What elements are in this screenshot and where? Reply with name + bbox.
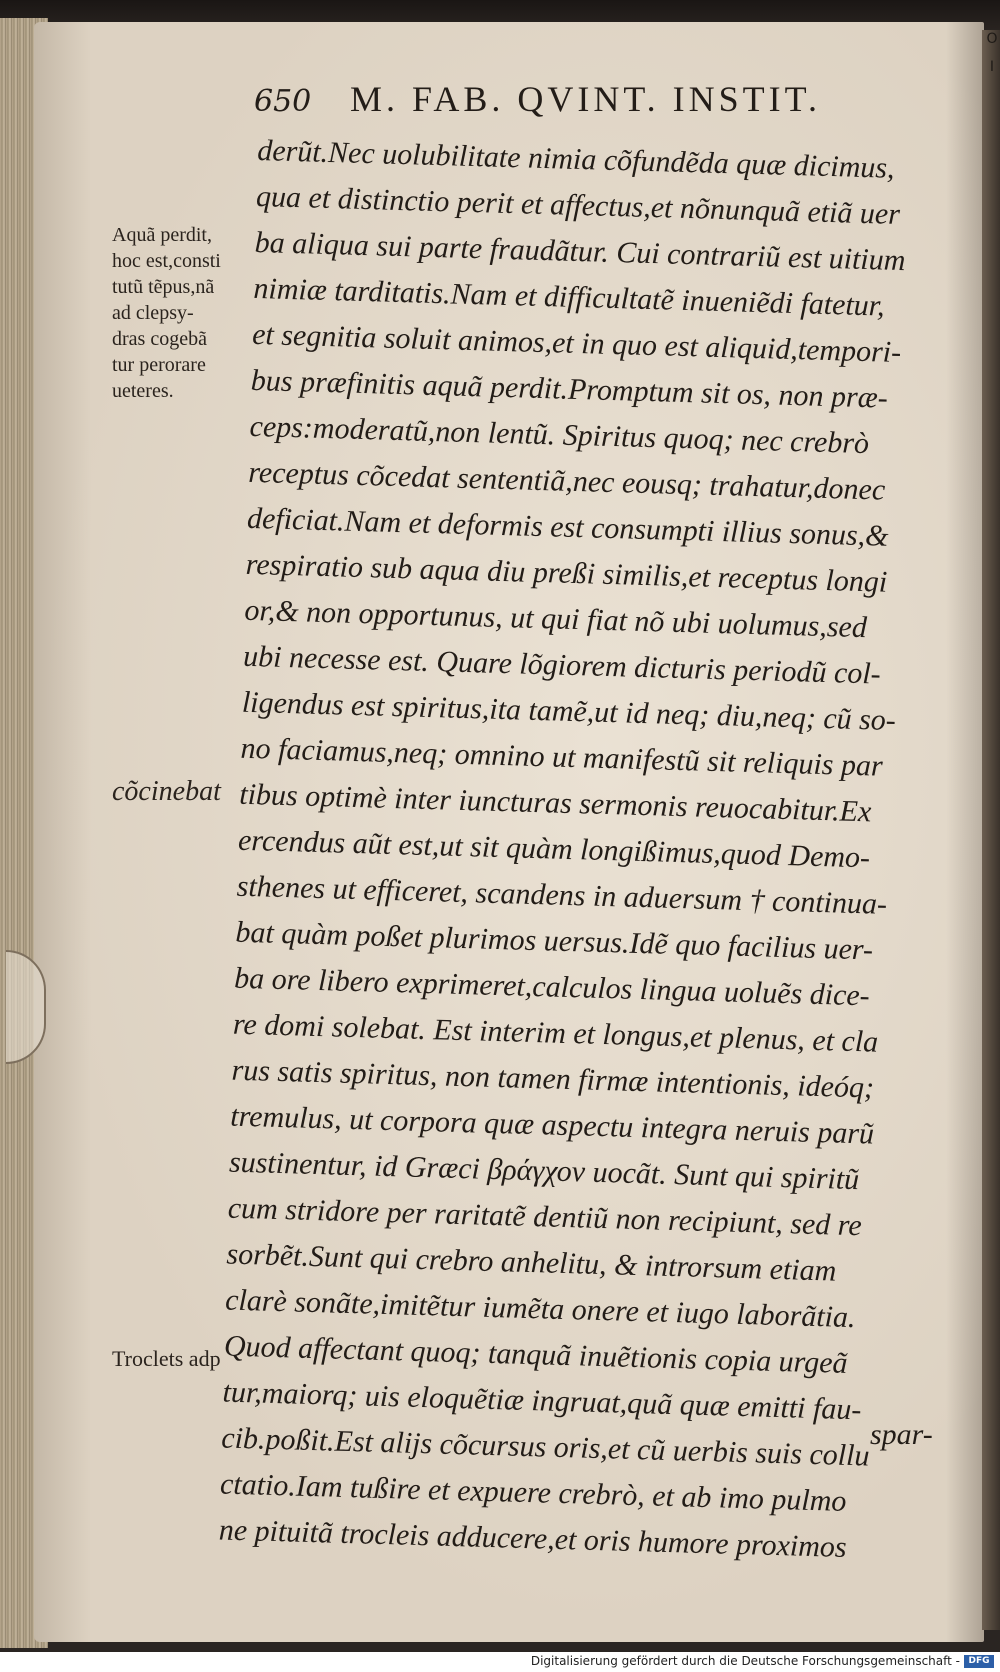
dfg-logo-icon: DFG <box>964 1655 994 1668</box>
marginal-line: hoc est,consti <box>112 250 221 272</box>
text-line: sustinentur, id Græci βράγχον uocãt. Sunt qui spiritũ <box>228 1145 860 1197</box>
marginal-line: Aquã perdit, <box>112 224 212 246</box>
marginal-line: ueteres. <box>112 380 174 402</box>
marginal-note-aqua <box>112 222 221 404</box>
body-text <box>218 128 958 1573</box>
catchword: spar- <box>870 1418 933 1451</box>
text-line: ba aliqua sui parte fraudãtur. Cui contrariũ est uitium <box>254 225 906 278</box>
text-line: respiratio sub aqua diu preßi similis,et receptus longi <box>245 547 888 599</box>
text-line: clarè sonãte,imitẽtur iumẽta onere et iugo laborãtia. <box>224 1283 856 1335</box>
marginal-note-cocinebat: cõcinebat <box>112 776 221 807</box>
text-line: ercendus aũt est,ut sit quàm longißimus,quod Demo- <box>237 823 871 875</box>
text-line: rus satis spiritus, non tamen firmæ intentionis, ideóq; <box>231 1053 875 1105</box>
text-line: ba ore libero exprimeret,calculos lingua uoluẽs dice- <box>233 961 871 1013</box>
text-line: no faciamus,neq; omnino ut manifestũ sit reliquis par <box>240 731 884 783</box>
text-line: tur,maiorq; uis eloquẽtiæ ingruat,quã quæ emitti fau- <box>222 1375 862 1427</box>
page-title: M. FAB. QVINT. INSTIT. <box>350 79 821 119</box>
gutter-edge <box>982 30 1000 1630</box>
text-line: ubi necesse est. Quare lõgiorem dicturis periodũ col- <box>242 639 882 691</box>
text-line: nimiæ tarditatis.Nam et difficultatẽ inueniẽdi fatetur, <box>253 271 886 323</box>
text-line: receptus cõcedat sententiã,nec eousq; trahatur,donec <box>247 455 886 507</box>
running-head <box>254 78 954 128</box>
text-line: ctatio.Iam tußire et expuere crebrò, et ab imo pulmo <box>219 1467 847 1518</box>
marginal-line: ad clepsy- <box>112 302 194 324</box>
text-line: qua et distinctio perit et affectus,et nõnunquã etiã uer <box>255 179 901 231</box>
text-line: ceps:moderatũ,non lentũ. Spiritus quoq; nec crebrò <box>249 409 870 461</box>
text-line: re domi solebat. Est interim et longus,et plenus, et cla <box>232 1007 879 1059</box>
text-line: cum stridore per raritatẽ dentiũ non recipiunt, sed re <box>227 1191 863 1243</box>
text-line: Quod affectant quoq; tanquã inuẽtionis copia urgeã <box>223 1329 849 1380</box>
edge-character: O <box>986 31 998 47</box>
footer-bar <box>0 1652 1000 1672</box>
text-line: ligendus est spiritus,ita tamẽ,ut id neq; diu,neq; cũ so- <box>241 685 897 738</box>
edge-characters <box>986 30 998 76</box>
text-line: sthenes ut efficeret, scandens in aduersum † continua- <box>236 869 888 921</box>
text-line: or,& non opportunus, ut qui fiat nõ ubi uolumus,sed <box>244 593 868 645</box>
text-line: deficiat.Nam et deformis est consumpti illius sonus,& <box>246 501 889 553</box>
text-line: tibus optimè inter iuncturas sermonis reuocabitur.Ex <box>238 777 872 829</box>
marginal-note-trocleis: Troclets adp <box>112 1346 221 1371</box>
funding-credit: Digitalisierung gefördert durch die Deutsche Forschungsgemeinschaft - <box>530 1654 960 1668</box>
edge-character: I <box>989 59 995 75</box>
text-line: sorbẽt.Sunt qui crebro anhelitu, & introrsum etiam <box>226 1237 837 1288</box>
marginal-line: dras cogebã <box>112 328 207 350</box>
text-line: derũt.Nec uolubilitate nimia cõfundẽda quæ dicimus, <box>256 133 896 185</box>
text-line: et segnitia soluit animos,et in quo est aliquid,tempori- <box>251 317 902 370</box>
text-line: tremulus, ut corpora quæ aspectu integra neruis parũ <box>229 1099 875 1151</box>
marginal-line: tutũ tẽpus,nã <box>112 276 215 298</box>
text-line: bat quàm poßet plurimos uersus.Idẽ quo facilius uer- <box>235 915 874 967</box>
marginal-line: tur perorare <box>112 354 206 376</box>
text-line: ne pituitã trocleis adducere,et oris humore proximos <box>218 1513 848 1564</box>
text-line: cib.poßit.Est alijs cõcursus oris,et cũ uerbis suis collu <box>220 1421 870 1473</box>
page-number: 650 <box>254 84 312 119</box>
text-line: bus præfinitis aquã perdit.Promptum sit os, non præ- <box>250 363 889 415</box>
